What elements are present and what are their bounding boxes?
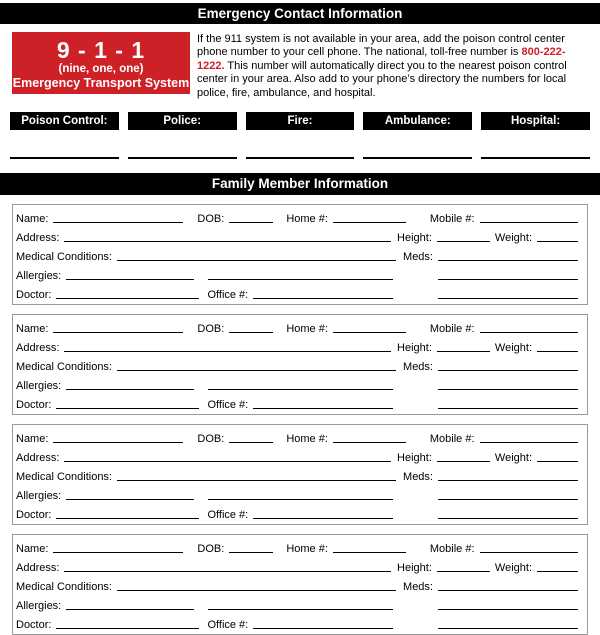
poison-control-paragraph [197, 33, 588, 100]
address-row [16, 226, 578, 245]
family-header-bar [0, 173, 600, 195]
dob-label: DOB: [197, 213, 225, 226]
home-number-blank-line [333, 222, 406, 223]
medical-conditions-label: Medical Conditions: [16, 361, 112, 374]
name-label: Name: [16, 213, 49, 226]
address-blank-line [64, 241, 391, 242]
address-blank-line [64, 461, 391, 462]
meds-blank-line [438, 480, 578, 481]
meds-label: Meds: [403, 361, 433, 374]
address-label: Address: [16, 342, 60, 355]
911-box [12, 32, 190, 94]
address-label: Address: [16, 232, 60, 245]
name-dob-row [16, 537, 578, 556]
allergies-label: Allergies: [16, 380, 62, 393]
doctor-blank-line [56, 408, 199, 409]
height-blank-line [437, 461, 490, 462]
name-blank-line [53, 552, 183, 553]
ambulance-blank-line [363, 157, 472, 159]
paragraph-text-after: This number will automatically direct you to the nearest poison control center in your area. Also add to your phone’s directory the numbers for local police, fire, ambulance, and hospital. [197, 59, 567, 99]
contact-labels-row [10, 112, 590, 130]
height-label: Height: [397, 342, 432, 355]
family-member-section [12, 314, 588, 415]
home-number-blank-line [333, 442, 406, 443]
office-number-label: Office #: [207, 509, 249, 522]
medical-conditions-blank-line [117, 590, 396, 591]
contact-label-ambulance: Ambulance: [363, 112, 472, 130]
meds-blank-line [438, 260, 578, 261]
poison-control-blank-line [10, 157, 119, 159]
weight-label: Weight: [494, 342, 532, 355]
meds-continued-blank-line-2 [438, 628, 578, 629]
medical-conditions-row [16, 465, 578, 484]
doctor-row [16, 503, 578, 522]
contact-label-police: Police: [128, 112, 237, 130]
doctor-blank-line [56, 298, 199, 299]
mobile-number-label: Mobile #: [429, 213, 475, 226]
dob-blank-line [229, 332, 273, 333]
meds-label: Meds: [403, 581, 433, 594]
name-blank-line [53, 332, 183, 333]
weight-blank-line [537, 461, 578, 462]
home-number-label: Home #: [286, 213, 328, 226]
name-dob-row [16, 317, 578, 336]
home-number-label: Home #: [286, 323, 328, 336]
mobile-number-blank-line [480, 222, 578, 223]
allergies-blank-line [66, 499, 194, 500]
name-label: Name: [16, 433, 49, 446]
weight-label: Weight: [494, 232, 532, 245]
911-number: 9 - 1 - 1 [56, 37, 146, 63]
family-member-section [12, 424, 588, 525]
emergency-header-bar [0, 3, 600, 24]
allergies-row [16, 374, 578, 393]
allergies-blank-line [66, 389, 194, 390]
emergency-header-title: Emergency Contact Information [197, 6, 403, 21]
address-row [16, 446, 578, 465]
office-number-blank-line [253, 518, 393, 519]
family-sections [0, 204, 600, 635]
meds-continued-blank-line [438, 389, 578, 390]
medical-conditions-label: Medical Conditions: [16, 251, 112, 264]
emergency-contact-form [0, 3, 600, 635]
doctor-label: Doctor: [16, 399, 52, 412]
name-label: Name: [16, 543, 49, 556]
office-number-label: Office #: [207, 619, 249, 632]
meds-label: Meds: [403, 251, 433, 264]
family-member-section [12, 204, 588, 305]
family-header-title: Family Member Information [211, 176, 389, 192]
weight-blank-line [537, 351, 578, 352]
dob-label: DOB: [197, 323, 225, 336]
weight-label: Weight: [494, 562, 532, 575]
address-blank-line [64, 571, 391, 572]
mobile-number-blank-line [480, 552, 578, 553]
height-blank-line [437, 241, 490, 242]
contact-blanks-row [10, 157, 590, 159]
doctor-row [16, 393, 578, 412]
doctor-blank-line [56, 628, 199, 629]
emergency-info-section [12, 32, 588, 100]
mobile-number-blank-line [480, 442, 578, 443]
allergies-continued-blank-line [208, 279, 393, 280]
family-member-section [12, 534, 588, 635]
medical-conditions-label: Medical Conditions: [16, 581, 112, 594]
allergies-label: Allergies: [16, 270, 62, 283]
height-label: Height: [397, 232, 432, 245]
address-row [16, 556, 578, 575]
911-system-name: Emergency Transport System [12, 76, 190, 90]
address-row [16, 336, 578, 355]
meds-continued-blank-line [438, 609, 578, 610]
medical-conditions-row [16, 355, 578, 374]
allergies-row [16, 594, 578, 613]
office-number-label: Office #: [207, 399, 249, 412]
mobile-number-label: Mobile #: [429, 543, 475, 556]
911-spelled-out: (nine, one, one) [58, 63, 144, 75]
allergies-continued-blank-line [208, 609, 393, 610]
medical-conditions-blank-line [117, 370, 396, 371]
allergies-continued-blank-line [208, 389, 393, 390]
name-blank-line [53, 442, 183, 443]
medical-conditions-row [16, 575, 578, 594]
address-label: Address: [16, 452, 60, 465]
allergies-blank-line [66, 279, 194, 280]
allergies-continued-blank-line [208, 499, 393, 500]
doctor-label: Doctor: [16, 289, 52, 302]
name-label: Name: [16, 323, 49, 336]
office-number-blank-line [253, 628, 393, 629]
meds-blank-line [438, 590, 578, 591]
height-label: Height: [397, 562, 432, 575]
allergies-label: Allergies: [16, 600, 62, 613]
doctor-blank-line [56, 518, 199, 519]
dob-label: DOB: [197, 433, 225, 446]
meds-continued-blank-line-2 [438, 298, 578, 299]
mobile-number-label: Mobile #: [429, 323, 475, 336]
office-number-label: Office #: [207, 289, 249, 302]
address-label: Address: [16, 562, 60, 575]
home-number-blank-line [333, 332, 406, 333]
height-blank-line [437, 351, 490, 352]
office-number-blank-line [253, 298, 393, 299]
name-dob-row [16, 207, 578, 226]
meds-continued-blank-line [438, 499, 578, 500]
allergies-blank-line [66, 609, 194, 610]
medical-conditions-blank-line [117, 480, 396, 481]
medical-conditions-blank-line [117, 260, 396, 261]
home-number-label: Home #: [286, 543, 328, 556]
mobile-number-blank-line [480, 332, 578, 333]
medical-conditions-row [16, 245, 578, 264]
dob-blank-line [229, 442, 273, 443]
doctor-label: Doctor: [16, 619, 52, 632]
meds-continued-blank-line-2 [438, 408, 578, 409]
allergies-label: Allergies: [16, 490, 62, 503]
police-blank-line [128, 157, 237, 159]
doctor-row [16, 283, 578, 302]
contact-label-hospital: Hospital: [481, 112, 590, 130]
contact-label-fire: Fire: [246, 112, 355, 130]
poison-control-number: 800-222-1222. [197, 46, 566, 72]
hospital-blank-line [481, 157, 590, 159]
meds-blank-line [438, 370, 578, 371]
name-blank-line [53, 222, 183, 223]
fire-blank-line [246, 157, 355, 159]
address-blank-line [64, 351, 391, 352]
height-label: Height: [397, 452, 432, 465]
dob-label: DOB: [197, 543, 225, 556]
paragraph-text-before: If the 911 system is not available in your area, add the poison control center phone number to your cell phone. The national, toll-free number is [197, 33, 565, 59]
meds-continued-blank-line [438, 279, 578, 280]
weight-blank-line [537, 571, 578, 572]
name-dob-row [16, 427, 578, 446]
contact-label-poison-control: Poison Control: [10, 112, 119, 130]
weight-label: Weight: [494, 452, 532, 465]
mobile-number-label: Mobile #: [429, 433, 475, 446]
office-number-blank-line [253, 408, 393, 409]
dob-blank-line [229, 552, 273, 553]
home-number-label: Home #: [286, 433, 328, 446]
allergies-row [16, 484, 578, 503]
medical-conditions-label: Medical Conditions: [16, 471, 112, 484]
home-number-blank-line [333, 552, 406, 553]
meds-label: Meds: [403, 471, 433, 484]
doctor-label: Doctor: [16, 509, 52, 522]
allergies-row [16, 264, 578, 283]
height-blank-line [437, 571, 490, 572]
weight-blank-line [537, 241, 578, 242]
dob-blank-line [229, 222, 273, 223]
meds-continued-blank-line-2 [438, 518, 578, 519]
